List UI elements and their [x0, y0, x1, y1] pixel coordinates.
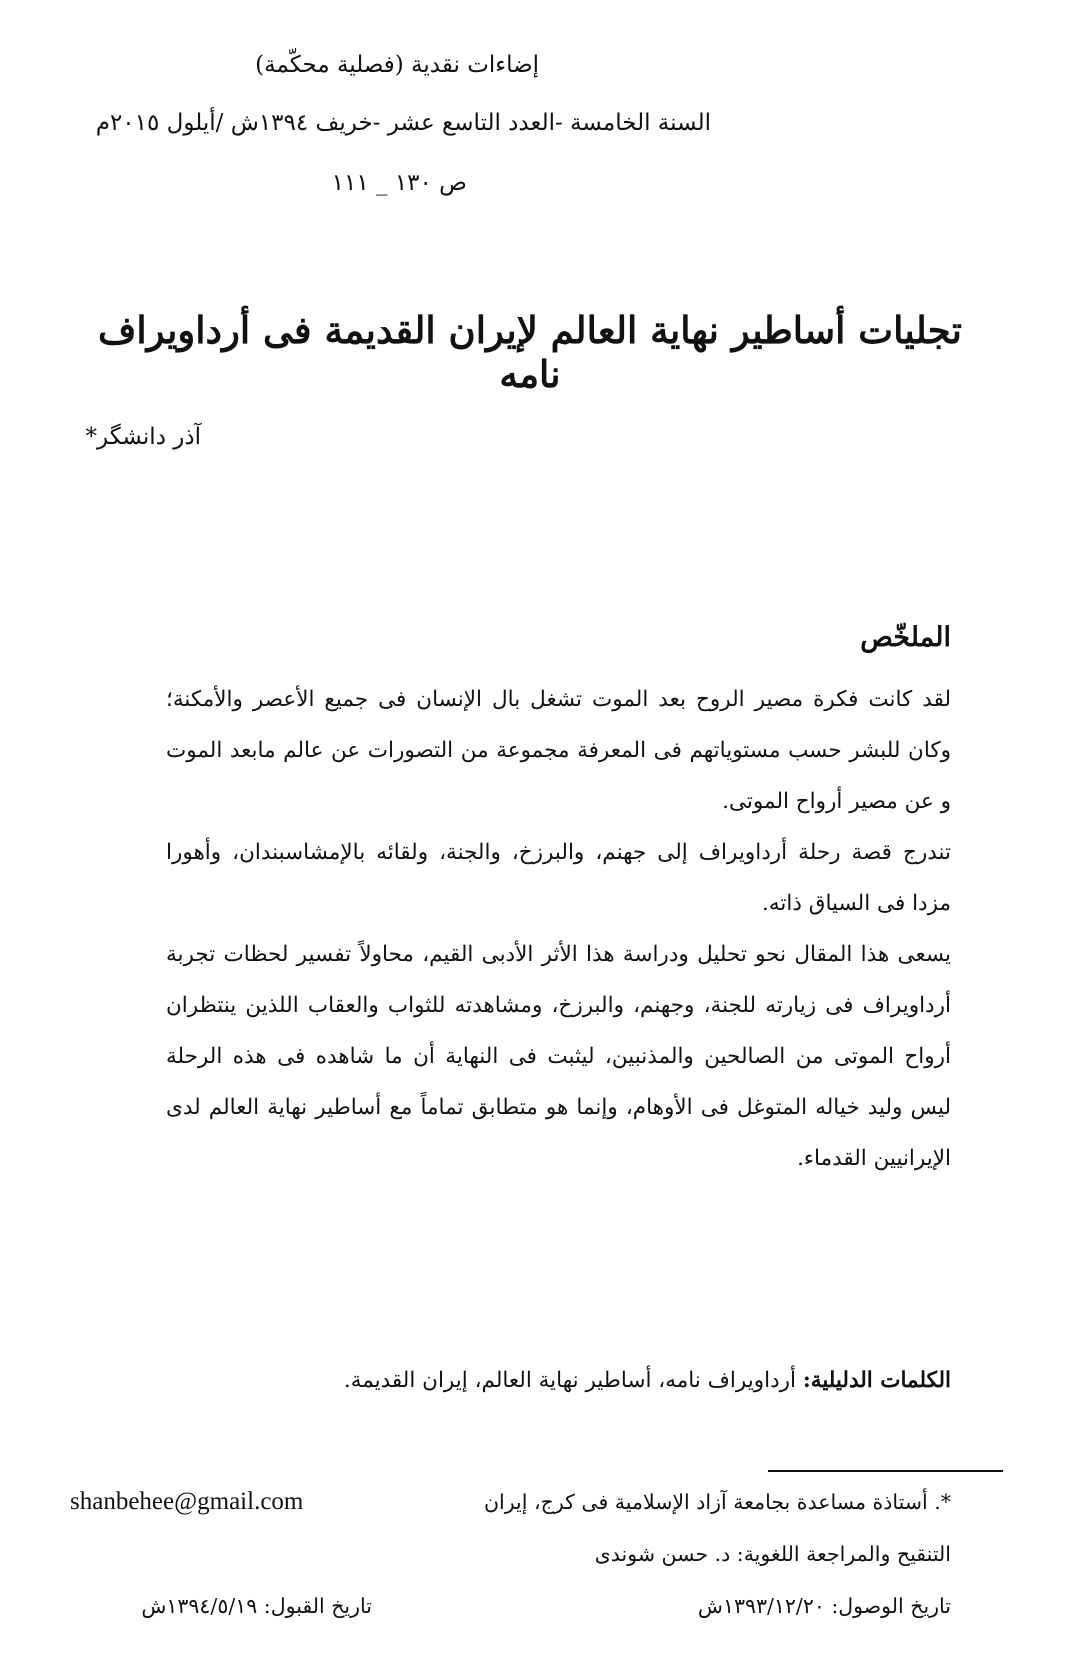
abstract-heading: الملخّص [860, 622, 951, 653]
page-range: ص ١٣٠ _ ١١١ [331, 170, 467, 196]
journal-issue-info: السنة الخامسة -العدد التاسع عشر -خريف ١٣٩٤ش /أيلول ٢٠١٥م [95, 110, 711, 136]
abstract-paragraph-2: تندرج قصة رحلة أرداويراف إلی جهنم، والبرزخ، والجنة، ولقائه بالإمشاسبندان، وأهورا مزدا فی السياق ذاته. [166, 840, 951, 916]
article-title: تجليات أساطير نهاية العالم لإيران القديمة فی أرداويراف نامه [98, 308, 962, 396]
journal-name: إضاءات نقدية (فصلية محكّمة) [255, 52, 539, 78]
abstract-body [166, 674, 951, 1184]
received-date: تاريخ الوصول: ١٣٩٣/١٢/٢٠ش [697, 1594, 951, 1618]
abstract-paragraph-3: يسعى هذا المقال نحو تحليل ودراسة هذا الأثر الأدبی القيم، محاولاً تفسير لحظات تجربة أرداويراف فی زيارته للجنة، وجهنم، والبرزخ، ومشاهدته للثواب والعقاب اللذين ينتظران أرواح الموتی من الصالحين والمذنبين، ليثبت فی النهاية أن ما شاهده فی هذه الرحلة ليس وليد خياله المتوغل فی الأوهام، وإنما هو متطابق تماماً مع أساطير نهاية العالم لدى الإيرانيين القدماء. [166, 942, 951, 1171]
accepted-date: تاريخ القبول: ١٣٩٤/٥/١٩ش [141, 1594, 372, 1618]
language-editing-credit: التنقيح والمراجعة اللغوية: د. حسن شوندی [594, 1542, 951, 1566]
author-email: shanbehee@gmail.com [70, 1488, 304, 1515]
keywords [166, 1368, 951, 1393]
footnote-divider [768, 1470, 1003, 1472]
abstract-paragraph-1: لقد كانت فكرة مصير الروح بعد الموت تشغل بال الإنسان فی جميع الأعصر والأمكنة؛ وكان للبشر حسب مستوياتهم فی المعرفة مجموعة من التصورات عن عالم مابعد الموت و عن مصير أرواح الموتی. [166, 687, 951, 814]
author-name: آذر دانشگر* [85, 424, 201, 450]
keywords-text: أرداويراف نامه، أساطير نهاية العالم، إيران القديمة. [343, 1368, 803, 1393]
author-affiliation: *. أستاذة مساعدة بجامعة آزاد الإسلامية فی كرج، إيران [483, 1490, 951, 1514]
keywords-label: الكلمات الدليلية: [802, 1368, 951, 1393]
